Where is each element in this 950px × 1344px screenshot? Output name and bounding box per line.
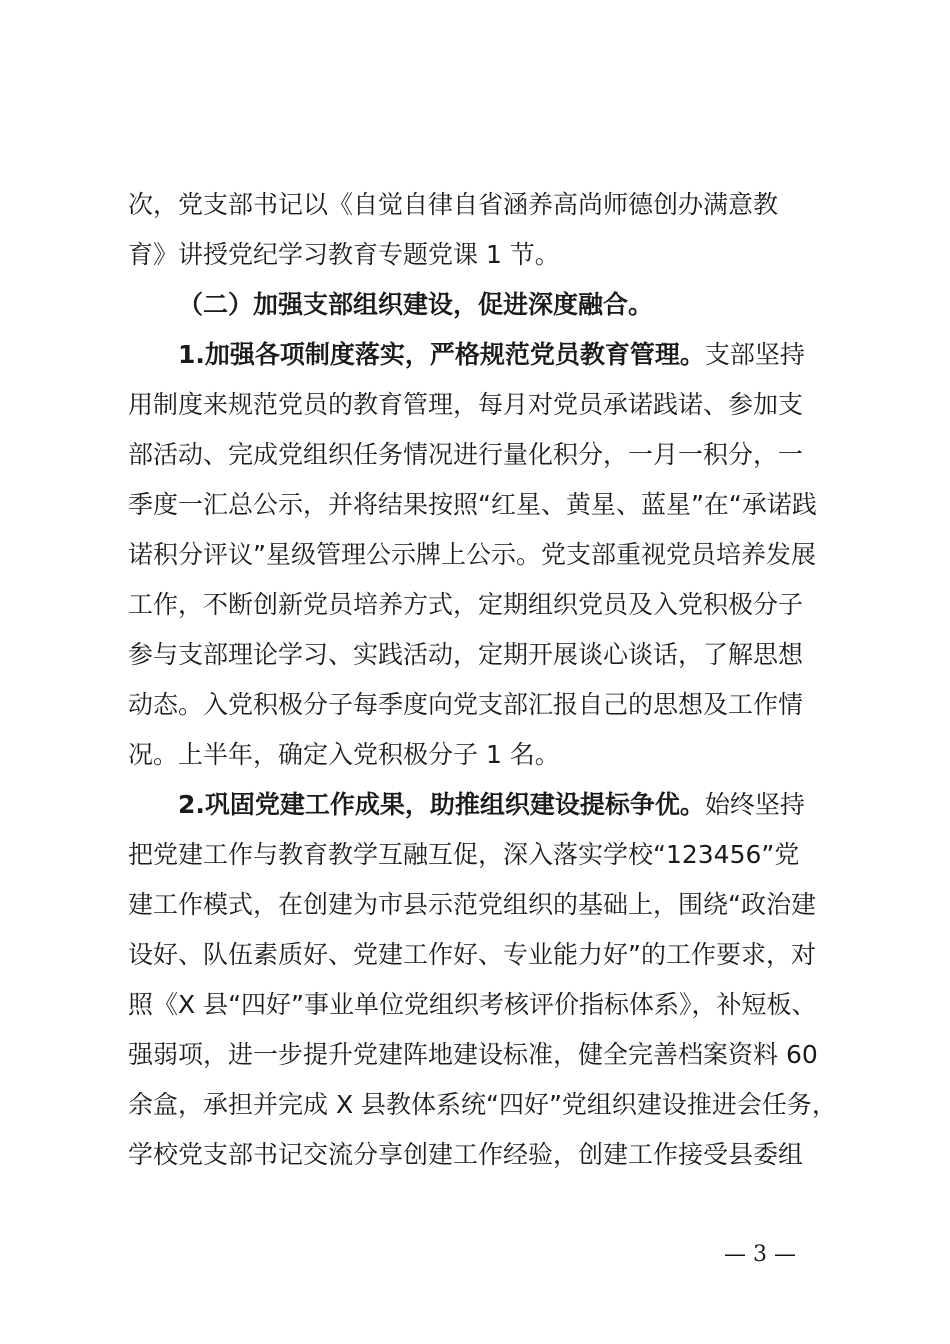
paragraph-line: 季度一汇总公示，并将结果按照“红星、黄星、蓝星”在“承诺践 <box>128 490 817 519</box>
paragraph-line: 设好、队伍素质好、党建工作好、专业能力好”的工作要求，对 <box>128 940 816 969</box>
paragraph-line <box>178 790 805 820</box>
paragraph-line: 建工作模式，在创建为市县示范党组织的基础上，围绕“政治建 <box>128 890 816 919</box>
paragraph-line: 参与支部理论学习、实践活动，定期开展谈心谈话，了解思想 <box>128 640 804 669</box>
page-number: — 3 — <box>724 1242 796 1267</box>
paragraph-line: 育》讲授党纪学习教育专题党课 1 节。 <box>128 240 560 269</box>
paragraph-line: 工作，不断创新党员培养方式，定期组织党员及入党积极分子 <box>128 590 804 619</box>
paragraph-line: 次，党支部书记以《自觉自律自省涵养高尚师德创办满意教 <box>128 190 779 219</box>
paragraph-line: 动态。入党积极分子每季度向党支部汇报自己的思想及工作情 <box>128 690 804 719</box>
item-lead: 1.加强各项制度落实，严格规范党员教育管理。 <box>178 340 705 369</box>
paragraph-line: 照《X 县“四好”事业单位党组织考核评价指标体系》，补短板、 <box>128 990 817 1019</box>
paragraph-line: 余盒，承担并完成 X 县教体系统“四好”党组织建设推进会任务， <box>128 1090 837 1119</box>
item-text: 支部坚持 <box>704 340 805 369</box>
item-text: 始终坚持 <box>704 790 805 819</box>
section-heading: （二）加强支部组织建设，促进深度融合。 <box>178 290 654 319</box>
paragraph-line: 况。上半年，确定入党积极分子 1 名。 <box>128 740 560 769</box>
paragraph-line: 学校党支部书记交流分享创建工作经验，创建工作接受县委组 <box>128 1140 804 1169</box>
paragraph-line: 诺积分评议”星级管理公示牌上公示。党支部重视党员培养发展 <box>128 540 816 569</box>
item-lead: 2.巩固党建工作成果，助推组织建设提标争优。 <box>178 790 705 819</box>
paragraph-line: 用制度来规范党员的教育管理，每月对党员承诺践诺、参加支 <box>128 390 804 419</box>
paragraph-line: 强弱项，进一步提升党建阵地建设标准，健全完善档案资料 60 <box>128 1040 818 1069</box>
paragraph-line: 部活动、完成党组织任务情况进行量化积分，一月一积分，一 <box>128 440 804 469</box>
paragraph-line: 把党建工作与教育教学互融互促，深入落实学校“123456”党 <box>128 840 800 869</box>
paragraph-line <box>178 340 805 370</box>
